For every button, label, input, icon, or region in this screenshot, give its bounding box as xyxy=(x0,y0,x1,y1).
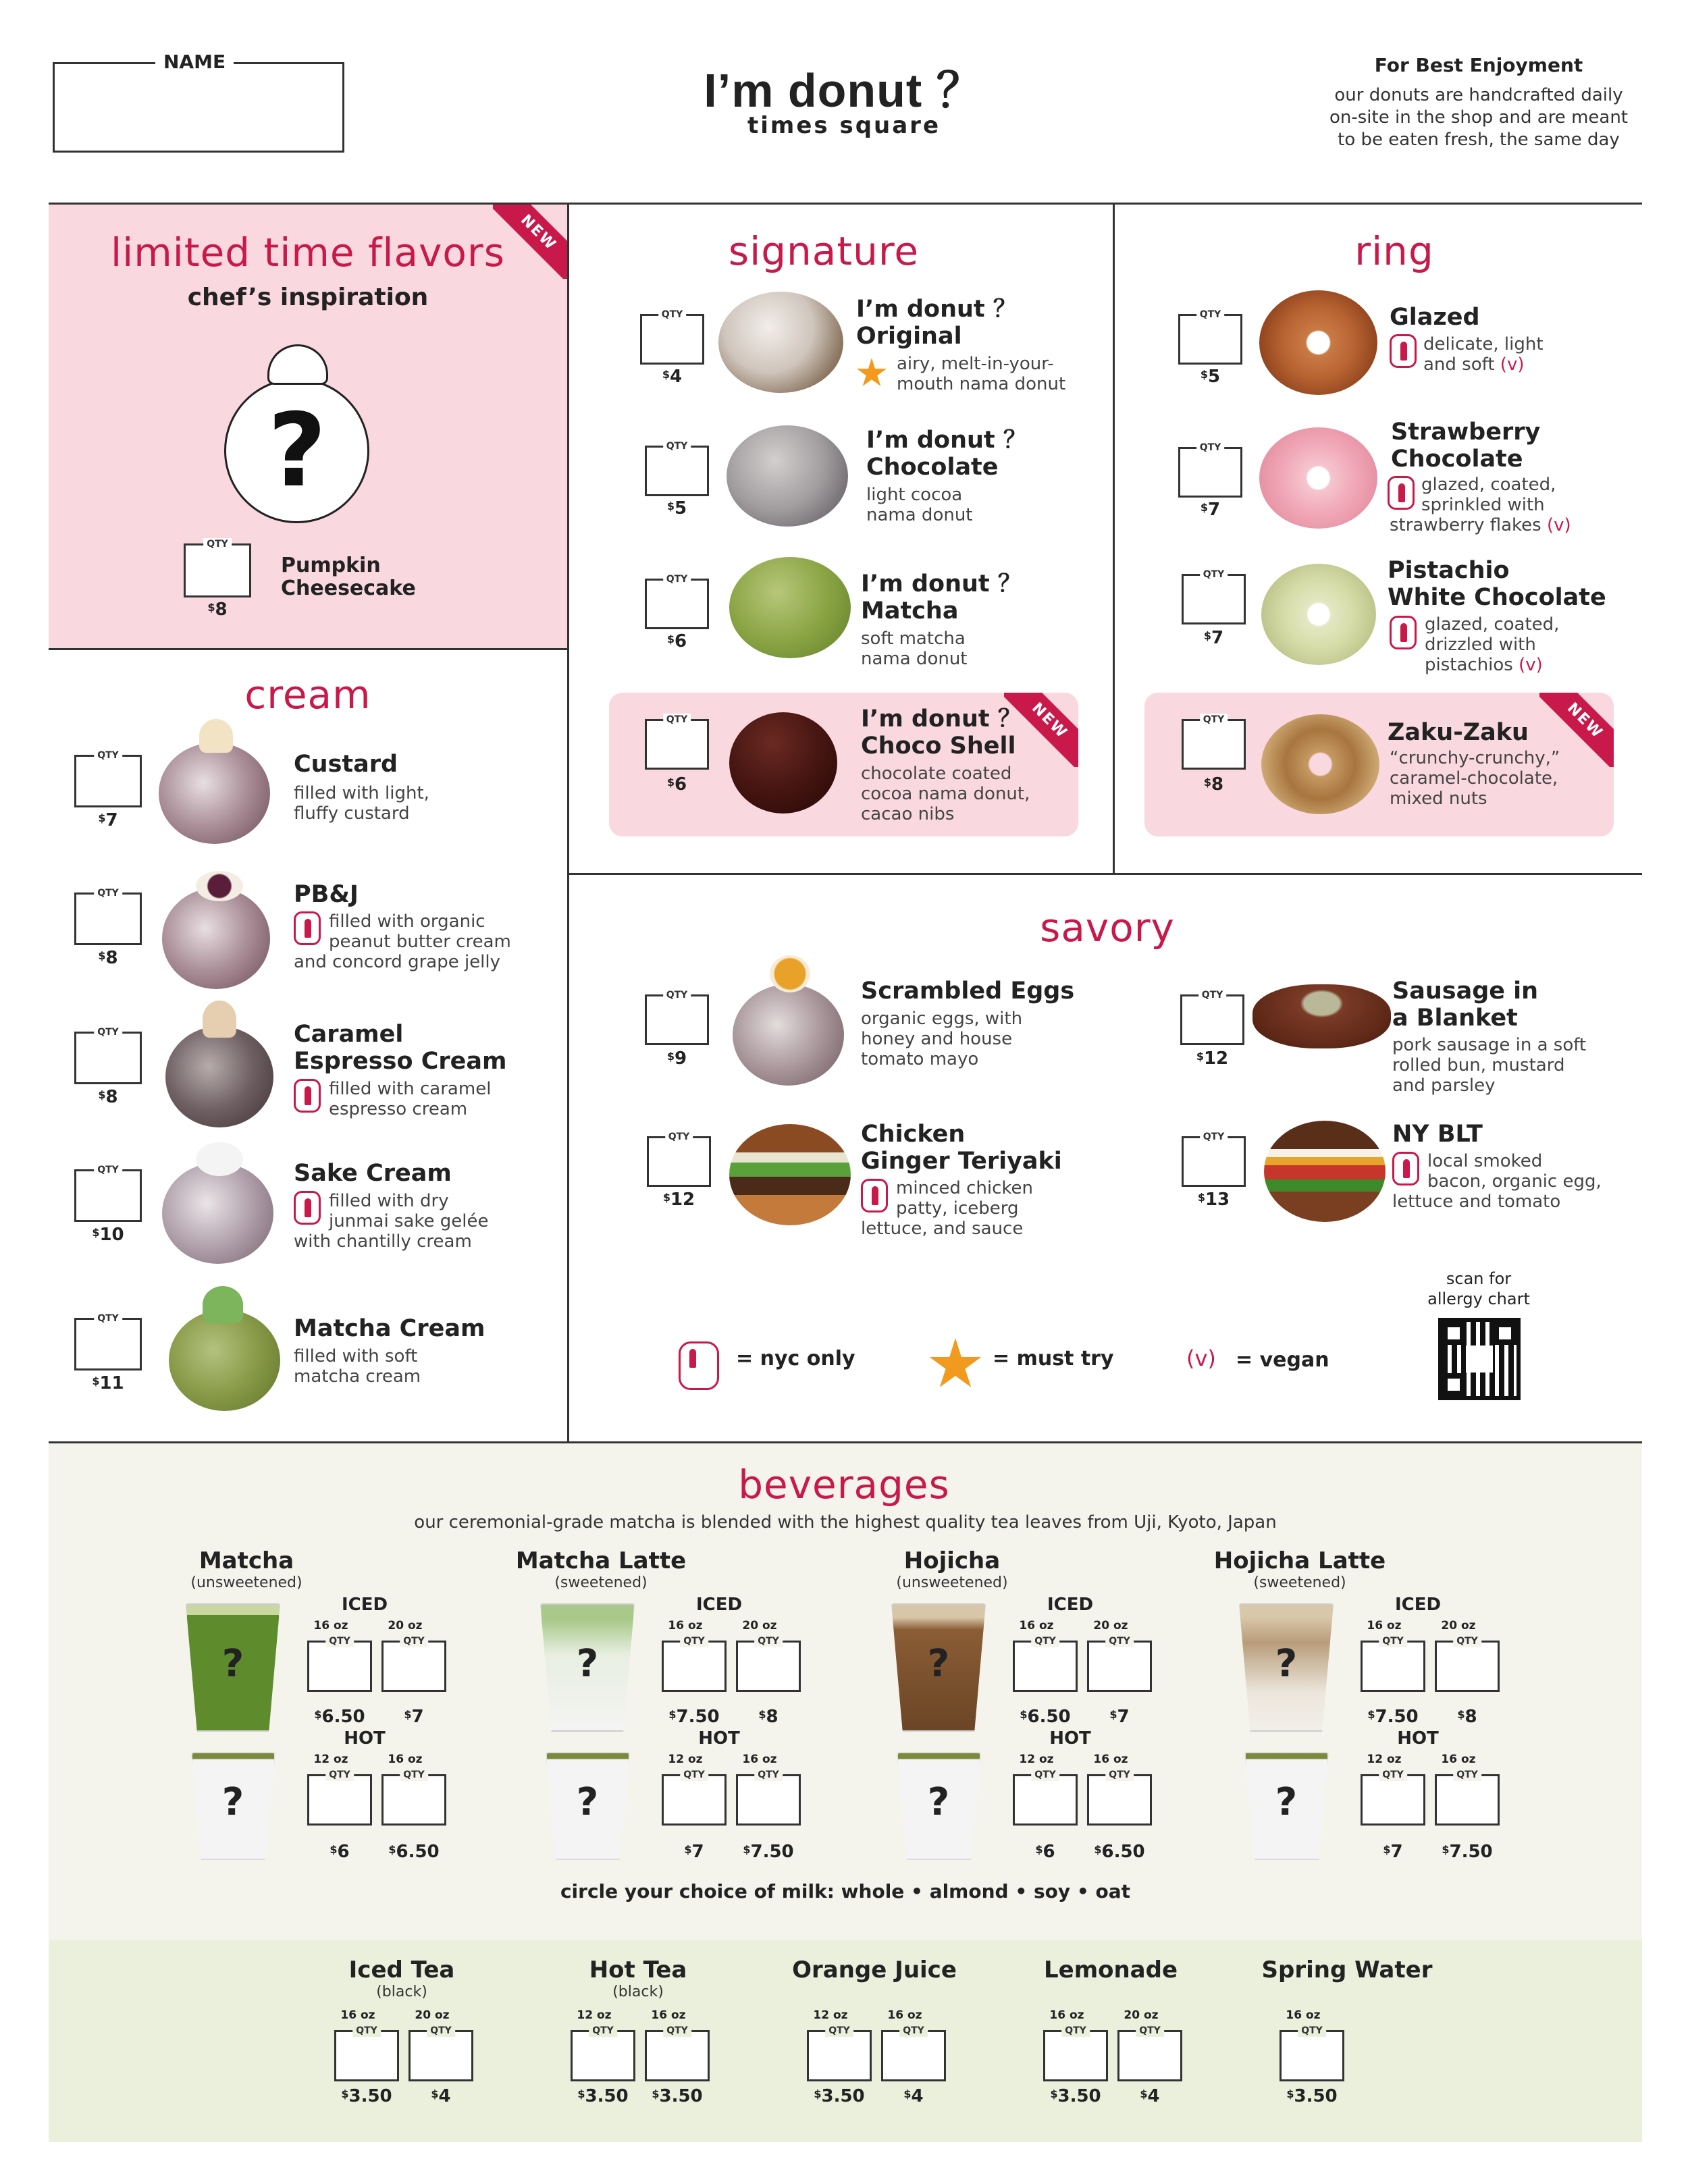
other-drink-sub-iced-tea: (black) xyxy=(376,1983,427,2000)
savory-sausage-name-2: a Blanket xyxy=(1392,1005,1518,1032)
savory-blt-desc-1: local smoked xyxy=(1427,1151,1543,1171)
qty-box-savory-scrambled-eggs[interactable] xyxy=(645,994,709,1045)
enjoy-line-2: on-site in the shop and are meant xyxy=(1329,107,1628,128)
savory-title: savory xyxy=(1040,905,1175,951)
savory-blt-name: NY BLT xyxy=(1392,1121,1483,1148)
chocolate-donut-image xyxy=(727,425,848,527)
savory-chicken-name-2: Ginger Teriyaki xyxy=(861,1148,1062,1175)
price-ring-strawberry: $7 xyxy=(1200,500,1221,520)
savory-sausage-desc-3: and parsley xyxy=(1392,1075,1496,1096)
legend-vegan: = vegan xyxy=(1236,1348,1329,1372)
nyc-only-icon xyxy=(294,1191,322,1226)
cream-pbj-desc-1: filled with organic xyxy=(329,911,485,932)
must-try-legend-icon xyxy=(928,1338,982,1392)
question-mark-icon: ? xyxy=(221,1780,244,1824)
beverages-title: beverages xyxy=(738,1462,950,1508)
iced-size-label: 16 oz xyxy=(313,1619,348,1632)
price-savory-blt: $13 xyxy=(1197,1190,1230,1210)
limited-subtitle: chef’s inspiration xyxy=(187,284,429,311)
signature-matcha-name-2: Matcha xyxy=(861,597,959,624)
strawberry-donut-image xyxy=(1259,427,1377,529)
signature-choco-shell-desc-3: cacao nibs xyxy=(861,804,955,824)
price-limited: $8 xyxy=(207,600,228,620)
qty-box-limited[interactable] xyxy=(184,543,251,597)
matcha-cream-donut-image xyxy=(169,1310,280,1411)
cream-caramel-name-2: Espresso Cream xyxy=(294,1048,507,1075)
cream-pbj-name: PB&J xyxy=(294,881,359,908)
qty-box-ring-zaku-zaku[interactable] xyxy=(1182,719,1246,770)
price-signature-original: $4 xyxy=(662,367,683,387)
qty-box-lemonade-0[interactable] xyxy=(1043,2030,1108,2081)
qty-box-lemonade-1[interactable] xyxy=(1117,2030,1182,2081)
custard-donut-image xyxy=(159,743,270,844)
name-field[interactable] xyxy=(53,62,344,153)
nyc-only-icon xyxy=(861,1179,889,1214)
qty-box-hot-tea-1[interactable] xyxy=(645,2030,710,2081)
iced-size-label: 20 oz xyxy=(1441,1619,1476,1632)
signature-original-name-1: I’m donut ？ xyxy=(856,296,1017,323)
price-matcha-iced-0: $6.50 xyxy=(314,1707,365,1727)
divider-cream xyxy=(49,648,567,650)
cream-matcha-desc-1: filled with soft xyxy=(294,1346,418,1366)
new-ribbon: NEW xyxy=(1539,693,1614,767)
ring-glazed-name: Glazed xyxy=(1390,304,1480,331)
price-matcha-latte-hot-1: $7.50 xyxy=(743,1842,794,1862)
qty-box-orange-juice-1[interactable] xyxy=(881,2030,946,2081)
cream-sake-desc-1: filled with dry xyxy=(329,1191,449,1211)
savory-blt-desc-2: bacon, organic egg, xyxy=(1427,1171,1602,1192)
other-drink-sub-hot-tea: (black) xyxy=(612,1983,664,2000)
new-ribbon: NEW xyxy=(493,205,567,279)
price-hojicha-iced-0: $6.50 xyxy=(1020,1707,1071,1727)
savory-chicken-name-1: Chicken xyxy=(861,1121,966,1148)
legend-vegan-mark: (v) xyxy=(1186,1346,1216,1371)
cream-caramel-desc-1: filled with caramel xyxy=(329,1079,492,1099)
price-cream-matcha: $11 xyxy=(92,1373,124,1393)
ring-pistachio-name-2: White Chocolate xyxy=(1388,584,1606,611)
price-hojicha-hot-0: $6 xyxy=(1035,1842,1055,1862)
ring-zaku-zaku-desc-2: caramel-chocolate, xyxy=(1390,768,1558,789)
size-label: 12 oz xyxy=(577,2008,612,2022)
legend-nyc-only: = nyc only xyxy=(736,1347,855,1370)
savory-sausage-desc-2: rolled bun, mustard xyxy=(1392,1055,1565,1075)
price-ring-glazed: $5 xyxy=(1200,367,1221,387)
signature-original-desc-2: mouth nama donut xyxy=(897,374,1066,394)
cream-custard-desc-1: filled with light, xyxy=(294,783,429,803)
original-donut-image xyxy=(718,292,843,393)
iced-label: ICED xyxy=(1047,1595,1094,1615)
other-drink-name-iced-tea: Iced Tea xyxy=(348,1956,455,1983)
qty-box-hojicha-latte-hot-1[interactable] xyxy=(1435,1774,1500,1826)
hot-size-label: 12 oz xyxy=(1367,1753,1402,1766)
qty-box-matcha-hot-1[interactable] xyxy=(381,1774,446,1826)
iced-size-label: 20 oz xyxy=(1093,1619,1128,1632)
name-label: NAME xyxy=(155,51,234,73)
question-mark-icon: ? xyxy=(576,1642,599,1686)
ring-strawberry-name-1: Strawberry xyxy=(1391,419,1541,446)
hot-label: HOT xyxy=(344,1728,386,1749)
milk-choice[interactable]: circle your choice of milk: whole • almond • soy • oat xyxy=(560,1880,1131,1902)
pistachio-donut-image xyxy=(1261,564,1376,665)
qty-box-hojicha-latte-iced-1[interactable] xyxy=(1435,1641,1500,1692)
ring-glazed-desc-1: delicate, light xyxy=(1423,334,1544,354)
qty-box-matcha-latte-hot-0[interactable] xyxy=(662,1774,727,1826)
sake-donut-image xyxy=(162,1163,273,1264)
signature-choco-shell-desc-1: chocolate coated xyxy=(861,764,1012,784)
qty-box-matcha-latte-iced-1[interactable] xyxy=(736,1641,801,1692)
price-orange-juice-1: $4 xyxy=(903,2086,924,2106)
price-savory-sausage: $12 xyxy=(1196,1048,1229,1069)
iced-size-label: 16 oz xyxy=(668,1619,703,1632)
drink-sub-matcha-latte: (sweetened) xyxy=(554,1574,648,1591)
limited-item-line2: Cheesecake xyxy=(281,577,416,600)
scan-label-2: allergy chart xyxy=(1427,1289,1530,1308)
price-orange-juice-0: $3.50 xyxy=(814,2086,865,2106)
cream-caramel-name-1: Caramel xyxy=(294,1021,404,1048)
cream-sake-desc-3: with chantilly cream xyxy=(294,1231,472,1252)
qty-box-cream-custard[interactable] xyxy=(74,755,142,807)
cream-caramel-desc-2: espresso cream xyxy=(329,1099,468,1119)
price-iced-tea-1: $4 xyxy=(431,2086,451,2106)
iced-label: ICED xyxy=(695,1595,743,1615)
size-label: 20 oz xyxy=(415,2008,450,2022)
matcha-cream-top xyxy=(203,1286,243,1323)
other-drink-name-lemonade: Lemonade xyxy=(1043,1956,1178,1983)
savory-scrambled-eggs-name: Scrambled Eggs xyxy=(861,978,1075,1005)
price-signature-choco-shell: $6 xyxy=(666,774,687,795)
qty-box-savory-sausage[interactable] xyxy=(1180,994,1244,1045)
custard-cream-top xyxy=(199,719,233,753)
price-matcha-latte-hot-0: $7 xyxy=(684,1842,704,1862)
brand-title: I’m donut ？ xyxy=(704,64,984,117)
divider-col2 xyxy=(1113,203,1115,873)
price-cream-pbj: $8 xyxy=(98,948,118,968)
signature-chocolate-name-1: I’m donut ？ xyxy=(866,427,1027,454)
hot-size-label: 16 oz xyxy=(742,1753,777,1766)
price-savory-chicken: $12 xyxy=(662,1190,695,1210)
price-hojicha-latte-hot-0: $7 xyxy=(1383,1842,1403,1862)
price-hojicha-latte-iced-0: $7.50 xyxy=(1367,1707,1419,1727)
price-signature-chocolate: $5 xyxy=(666,498,687,518)
other-drink-name-spring-water: Spring Water xyxy=(1261,1956,1433,1983)
star-icon xyxy=(856,358,887,389)
sake-cream-top xyxy=(196,1142,243,1176)
ring-zaku-zaku-desc-1: “crunchy-crunchy,” xyxy=(1390,748,1560,768)
beverages-subtitle: our ceremonial-grade matcha is blended with the highest quality tea leaves from Uji, Kyoto, Japan xyxy=(414,1512,1277,1533)
cream-custard-name: Custard xyxy=(294,751,398,778)
nyc-only-icon xyxy=(294,1079,322,1114)
cream-matcha-desc-2: matcha cream xyxy=(294,1366,421,1387)
price-ring-zaku-zaku: $8 xyxy=(1203,774,1224,795)
egg-topping xyxy=(770,955,810,992)
size-label: 20 oz xyxy=(1124,2008,1159,2022)
price-cream-sake: $10 xyxy=(92,1225,124,1245)
savory-scrambled-eggs-desc-1: organic eggs, with xyxy=(861,1009,1023,1029)
qty-box-matcha-iced-0[interactable] xyxy=(307,1641,372,1692)
signature-chocolate-name-2: Chocolate xyxy=(866,454,999,481)
ring-glazed-desc-2: and soft (v) xyxy=(1423,354,1525,375)
divider-col1 xyxy=(567,203,569,1443)
price-hot-tea-0: $3.50 xyxy=(577,2086,629,2106)
size-label: 16 oz xyxy=(887,2008,922,2022)
nyc-only-icon xyxy=(294,911,322,947)
qty-box-cream-pbj[interactable] xyxy=(74,893,142,945)
price-iced-tea-0: $3.50 xyxy=(341,2086,392,2106)
other-drink-name-hot-tea: Hot Tea xyxy=(589,1956,687,1983)
nyc-only-icon xyxy=(1388,476,1416,511)
enjoy-title: For Best Enjoyment xyxy=(1374,54,1583,76)
ring-pistachio-desc-3: pistachios (v) xyxy=(1425,655,1543,675)
drink-name-hojicha-latte: Hojicha Latte xyxy=(1213,1547,1386,1574)
qty-box-hojicha-latte-iced-0[interactable] xyxy=(1361,1641,1425,1692)
ring-title: ring xyxy=(1354,228,1434,274)
qty-box-signature-choco-shell[interactable] xyxy=(645,719,709,770)
qty-box-hojicha-hot-0[interactable] xyxy=(1013,1774,1078,1826)
drink-sub-hojicha-latte: (sweetened) xyxy=(1253,1574,1346,1591)
iced-size-label: 16 oz xyxy=(1019,1619,1054,1632)
question-mark-icon: ? xyxy=(1275,1642,1298,1686)
matcha-donut-image xyxy=(729,557,851,658)
ring-zaku-zaku-name: Zaku-Zaku xyxy=(1388,719,1529,746)
size-label: 16 oz xyxy=(1286,2008,1321,2022)
cream-title: cream xyxy=(244,672,371,718)
cream-custard-desc-2: fluffy custard xyxy=(294,803,410,824)
signature-matcha-desc-2: nama donut xyxy=(861,649,968,669)
price-hot-tea-1: $3.50 xyxy=(652,2086,703,2106)
qty-box-matcha-latte-iced-0[interactable] xyxy=(662,1641,727,1692)
signature-title: signature xyxy=(728,228,920,274)
signature-original-name-2: Original xyxy=(856,323,962,350)
pbj-donut-image xyxy=(162,888,270,989)
price-hojicha-iced-1: $7 xyxy=(1109,1707,1130,1727)
qty-box-orange-juice-0[interactable] xyxy=(807,2030,872,2081)
size-label: 16 oz xyxy=(340,2008,375,2022)
price-matcha-iced-1: $7 xyxy=(404,1707,424,1727)
price-cream-caramel: $8 xyxy=(98,1087,118,1107)
qty-box-cream-matcha[interactable] xyxy=(74,1318,142,1370)
nyc-only-legend-icon xyxy=(679,1341,719,1390)
drink-name-matcha: Matcha xyxy=(199,1547,294,1574)
question-mark-icon: ? xyxy=(927,1780,950,1824)
savory-scrambled-eggs-desc-2: honey and house xyxy=(861,1029,1013,1049)
qty-box-cream-caramel[interactable] xyxy=(74,1032,142,1084)
limited-title: limited time flavors xyxy=(111,230,505,275)
qty-box-iced-tea-1[interactable] xyxy=(408,2030,473,2081)
signature-choco-shell-name-1: I’m donut ？ xyxy=(861,705,1022,733)
qty-box-ring-glazed[interactable] xyxy=(1178,314,1242,365)
signature-chocolate-desc-2: nama donut xyxy=(866,505,973,525)
signature-matcha-desc-1: soft matcha xyxy=(861,629,966,649)
ring-pistachio-desc-1: glazed, coated, xyxy=(1425,614,1560,635)
caramel-cream-top xyxy=(203,1001,236,1038)
divider-savory xyxy=(567,873,1642,875)
qty-box-hojicha-hot-1[interactable] xyxy=(1087,1774,1152,1826)
qr-code-icon[interactable] xyxy=(1438,1318,1521,1400)
hot-label: HOT xyxy=(1397,1728,1439,1749)
ring-strawberry-desc-1: glazed, coated, xyxy=(1421,475,1556,495)
drink-name-hojicha: Hojicha xyxy=(903,1547,1001,1574)
ring-pistachio-desc-2: drizzled with xyxy=(1425,635,1536,655)
new-ribbon: NEW xyxy=(1004,693,1078,767)
caramel-donut-image xyxy=(165,1026,273,1127)
iced-label: ICED xyxy=(1394,1595,1442,1615)
iced-size-label: 20 oz xyxy=(742,1619,777,1632)
signature-original-desc-1: airy, melt-in-your- xyxy=(897,354,1054,374)
cream-sake-desc-2: junmai sake gelée xyxy=(329,1211,489,1231)
blt-burger-image xyxy=(1264,1121,1386,1222)
qty-box-hojicha-latte-hot-0[interactable] xyxy=(1361,1774,1425,1826)
savory-blt-desc-3: lettuce and tomato xyxy=(1392,1192,1561,1212)
savory-chicken-desc-1: minced chicken xyxy=(896,1178,1033,1198)
hot-size-label: 16 oz xyxy=(388,1753,423,1766)
legend-must-try: = must try xyxy=(993,1347,1114,1370)
qty-box-savory-chicken[interactable] xyxy=(647,1136,711,1187)
scan-label-1: scan for xyxy=(1446,1269,1512,1288)
price-matcha-hot-1: $6.50 xyxy=(388,1842,440,1862)
cream-matcha-name: Matcha Cream xyxy=(294,1315,485,1342)
ring-strawberry-name-2: Chocolate xyxy=(1391,446,1523,473)
qty-box-signature-matcha[interactable] xyxy=(645,579,709,629)
signature-chocolate-desc-1: light cocoa xyxy=(866,485,963,505)
cream-pbj-desc-2: peanut butter cream xyxy=(329,932,511,952)
drink-sub-matcha: (unsweetened) xyxy=(190,1574,302,1591)
price-matcha-hot-0: $6 xyxy=(329,1842,350,1862)
cream-pbj-desc-3: and concord grape jelly xyxy=(294,952,501,972)
iced-label: ICED xyxy=(341,1595,388,1615)
hot-size-label: 16 oz xyxy=(1441,1753,1476,1766)
qty-box-ring-pistachio[interactable] xyxy=(1182,574,1246,624)
price-cream-custard: $7 xyxy=(98,810,118,830)
drink-name-matcha-latte: Matcha Latte xyxy=(515,1547,687,1574)
question-mark-icon: ? xyxy=(576,1780,599,1824)
price-matcha-latte-iced-1: $8 xyxy=(758,1707,779,1727)
qty-box-spring-water-0[interactable] xyxy=(1280,2030,1344,2081)
savory-chicken-desc-2: patty, iceberg xyxy=(896,1198,1019,1219)
price-ring-pistachio: $7 xyxy=(1203,628,1224,648)
price-hojicha-latte-hot-1: $7.50 xyxy=(1442,1842,1493,1862)
savory-sausage-desc-1: pork sausage in a soft xyxy=(1392,1035,1587,1055)
drink-sub-hojicha: (unsweetened) xyxy=(896,1574,1008,1591)
size-label: 16 oz xyxy=(1049,2008,1084,2022)
price-lemonade-0: $3.50 xyxy=(1050,2086,1101,2106)
enjoy-line-1: our donuts are handcrafted daily xyxy=(1334,85,1623,105)
signature-choco-shell-desc-2: cocoa nama donut, xyxy=(861,784,1030,804)
price-hojicha-hot-1: $6.50 xyxy=(1094,1842,1145,1862)
nyc-only-icon xyxy=(1390,334,1418,369)
hot-label: HOT xyxy=(698,1728,740,1749)
qty-box-hojicha-iced-0[interactable] xyxy=(1013,1641,1078,1692)
zaku-zaku-donut-image xyxy=(1261,714,1379,814)
question-mark-icon: ? xyxy=(1275,1780,1298,1824)
qty-box-ring-strawberry[interactable] xyxy=(1178,447,1242,498)
price-signature-matcha: $6 xyxy=(666,631,687,651)
ring-strawberry-desc-2: sprinkled with xyxy=(1421,495,1545,515)
nyc-only-icon xyxy=(1390,616,1418,651)
question-mark-icon: ? xyxy=(927,1642,950,1686)
signature-choco-shell-name-2: Choco Shell xyxy=(861,733,1016,760)
qty-box-cream-sake[interactable] xyxy=(74,1169,142,1222)
chicken-burger-image xyxy=(729,1124,851,1225)
iced-size-label: 20 oz xyxy=(388,1619,423,1632)
ring-zaku-zaku-desc-3: mixed nuts xyxy=(1390,789,1487,809)
qty-box-savory-blt[interactable] xyxy=(1182,1136,1246,1187)
hot-size-label: 16 oz xyxy=(1093,1753,1128,1766)
ring-strawberry-desc-3: strawberry flakes (v) xyxy=(1390,515,1571,535)
qty-box-iced-tea-0[interactable] xyxy=(334,2030,399,2081)
location-label: times square xyxy=(747,112,941,139)
qty-box-signature-original[interactable] xyxy=(640,314,704,365)
choco-shell-donut-image xyxy=(729,712,837,814)
nyc-only-icon xyxy=(1392,1152,1421,1187)
iced-size-label: 16 oz xyxy=(1367,1619,1402,1632)
price-savory-scrambled-eggs: $9 xyxy=(666,1048,687,1069)
price-hojicha-latte-iced-1: $8 xyxy=(1457,1707,1477,1727)
hot-size-label: 12 oz xyxy=(313,1753,348,1766)
mystery-donut-icon: ? xyxy=(224,378,369,523)
qty-box-signature-chocolate[interactable] xyxy=(645,446,709,496)
qty-box-matcha-latte-hot-1[interactable] xyxy=(736,1774,801,1826)
savory-chicken-desc-3: lettuce, and sauce xyxy=(861,1219,1024,1239)
limited-item-line1: Pumpkin xyxy=(281,554,381,577)
signature-matcha-name-1: I’m donut ？ xyxy=(861,570,1022,597)
qty-box-matcha-hot-0[interactable] xyxy=(307,1774,372,1826)
ring-pistachio-name-1: Pistachio xyxy=(1388,557,1510,584)
savory-scrambled-eggs-desc-3: tomato mayo xyxy=(861,1049,979,1069)
size-label: 16 oz xyxy=(651,2008,686,2022)
price-matcha-latte-iced-0: $7.50 xyxy=(668,1707,720,1727)
pbj-cream-top xyxy=(196,871,243,901)
hot-label: HOT xyxy=(1049,1728,1091,1749)
savory-sausage-name-1: Sausage in xyxy=(1392,978,1539,1005)
qty-box-hojicha-iced-1[interactable] xyxy=(1087,1641,1152,1692)
glazed-donut-image xyxy=(1259,290,1377,395)
qty-box-hot-tea-0[interactable] xyxy=(571,2030,635,2081)
enjoy-line-3: to be eaten fresh, the same day xyxy=(1338,130,1620,150)
cream-sake-name: Sake Cream xyxy=(294,1160,452,1187)
question-mark-icon: ? xyxy=(221,1642,244,1686)
other-drink-name-orange-juice: Orange Juice xyxy=(792,1956,957,1983)
hot-size-label: 12 oz xyxy=(1019,1753,1054,1766)
price-lemonade-1: $4 xyxy=(1140,2086,1160,2106)
qty-box-matcha-iced-1[interactable] xyxy=(381,1641,446,1692)
sausage-image xyxy=(1252,984,1391,1048)
price-spring-water-0: $3.50 xyxy=(1286,2086,1338,2106)
hot-size-label: 12 oz xyxy=(668,1753,703,1766)
size-label: 12 oz xyxy=(813,2008,848,2022)
scrambled-eggs-image xyxy=(733,984,844,1086)
